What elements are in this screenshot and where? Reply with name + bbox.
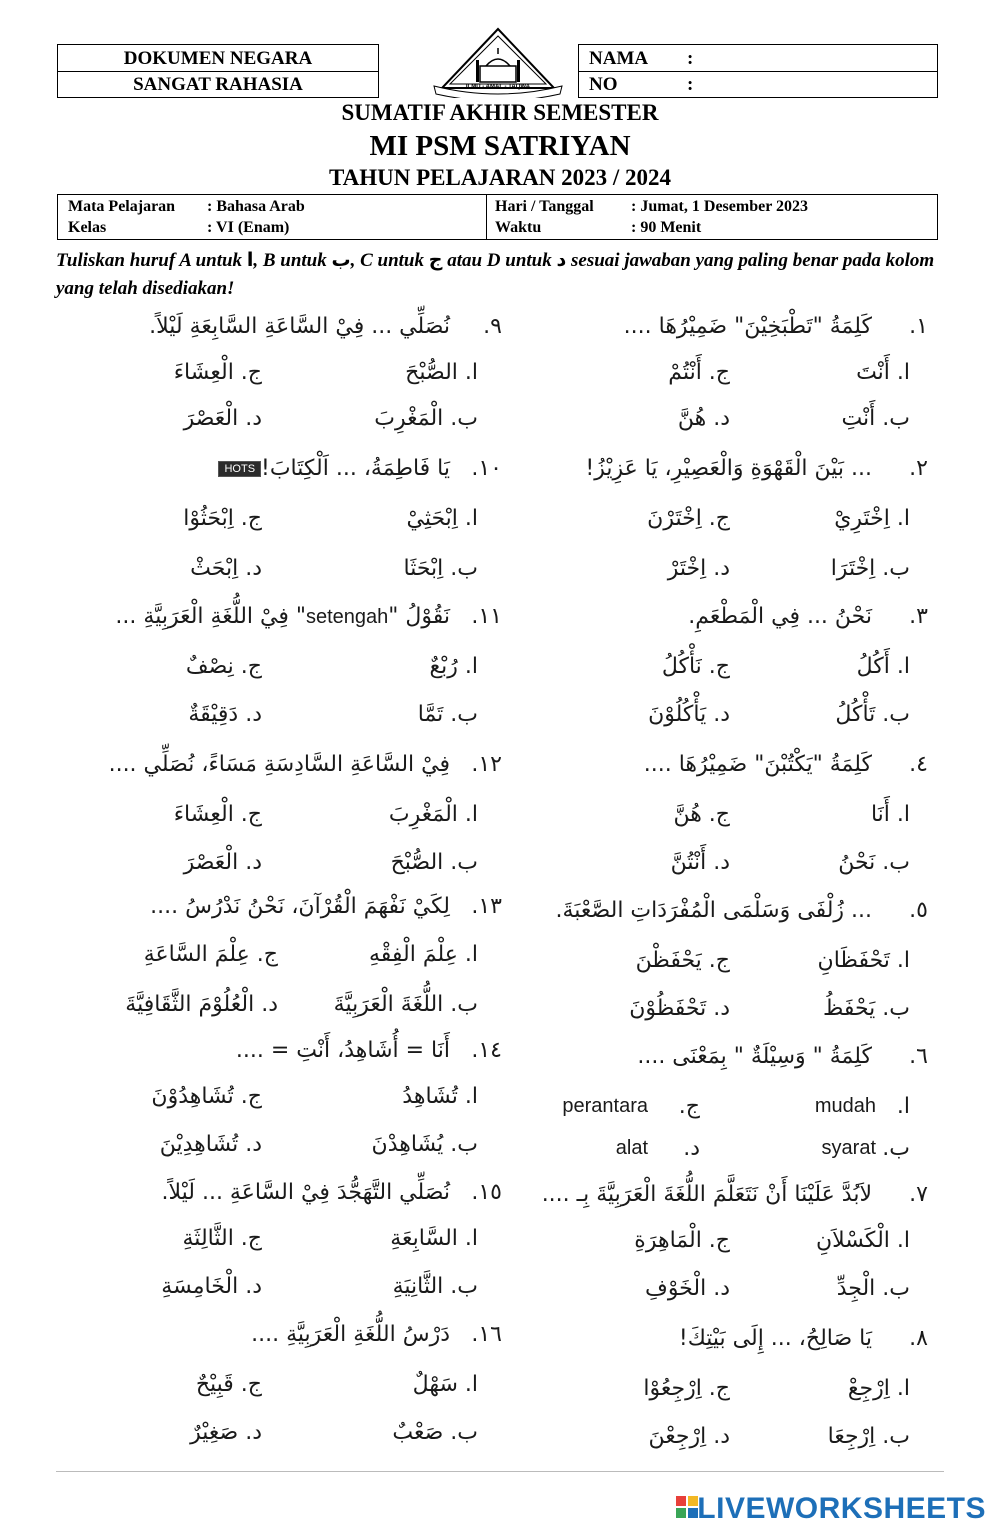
document-class-label: DOKUMEN NEGARA bbox=[123, 48, 313, 69]
option-c[interactable]: ج. الْعِشَاءَ bbox=[173, 802, 262, 827]
option-c[interactable]: ج. الْمَاهِرَةِ bbox=[634, 1228, 730, 1253]
option-d[interactable]: د. الْعَصْرَ bbox=[183, 850, 262, 875]
name-field-label: NAMA : bbox=[589, 48, 694, 69]
question-number: ١١. bbox=[471, 604, 502, 629]
liveworksheets-logo-icon bbox=[676, 1496, 698, 1518]
school-name: MI PSM SATRIYAN bbox=[369, 130, 631, 162]
letter-ba: ب bbox=[331, 249, 351, 271]
option-b[interactable]: ب. اِخْتَرَا bbox=[830, 556, 910, 581]
question-text: ... بَيْنَ الْقَهْوَةِ وَالْعَصِيْرِ، يَا عَزِيْزُ! bbox=[585, 456, 872, 481]
option-a[interactable]: ا. اِرْجِعْ bbox=[847, 1376, 910, 1401]
option-b[interactable]: ب. اللُّغَةَ الْعَرَبِيَّةَ bbox=[333, 992, 478, 1017]
question-text: يَا صَالِحُ، ... إِلَى بَيْتِكَ! bbox=[678, 1326, 872, 1351]
option-a[interactable]: ا. رُبْعٌ bbox=[429, 654, 478, 679]
hots-badge: HOTS bbox=[218, 461, 261, 477]
option-c[interactable]: ج. الثَّالِثَةِ bbox=[182, 1226, 262, 1251]
option-d[interactable]: د. اِبْحَثْ bbox=[190, 556, 262, 581]
option-a[interactable]: ا. عِلْمَ الْفِقْهِ bbox=[368, 942, 478, 967]
option-b[interactable]: ب. اِرْجِعَا bbox=[827, 1424, 910, 1449]
option-a[interactable]: ا. اِخْتَرِيْ bbox=[834, 506, 910, 531]
question-number: ٥. bbox=[909, 898, 928, 923]
question-text: لاَبُدَّ عَلَيْنَا أَنْ نَتَعَلَّمَ اللُّغَةَ الْعَرَبِيَّةَ بِـ .... bbox=[541, 1182, 872, 1207]
question-number: ١٠. bbox=[471, 456, 502, 481]
letter-jim: ج bbox=[428, 249, 443, 271]
option-a[interactable]: ا. اِبْحَثِيْ bbox=[406, 506, 478, 531]
question-text: ... زُلْفَى وَسَلْمَى الْمُفْرَدَاتِ الصَّعْبَةَ. bbox=[555, 898, 872, 923]
question-number: ٣. bbox=[909, 604, 928, 629]
question-text: كَلِمَةُ " وَسِيْلَةٌ " بِمَعْنَى .... bbox=[637, 1044, 872, 1069]
question-number: ٩. bbox=[483, 314, 502, 339]
class-value: : VI (Enam) bbox=[207, 219, 290, 236]
option-c[interactable]: ج. اِرْجِعُوْا bbox=[643, 1376, 730, 1401]
option-c[interactable]: ج. نِصْفٌ bbox=[185, 654, 262, 679]
question-number: ٧. bbox=[909, 1182, 928, 1207]
option-c[interactable]: ج. اِبْحَثُوْا bbox=[183, 506, 262, 531]
option-a[interactable]: mudah bbox=[814, 1095, 876, 1117]
option-b[interactable]: ب. صَعْبٌ bbox=[392, 1420, 478, 1445]
question-number: ٢. bbox=[909, 456, 928, 481]
question-text: نَحْنُ ... فِي الْمَطْعَمِ. bbox=[688, 604, 872, 629]
question-text: نُصَلِّي التَّهَجُّدَ فِيْ السَّاعَةِ ... لَيْلاً. bbox=[161, 1180, 450, 1205]
question-number: ٤. bbox=[909, 752, 928, 777]
question-text: كَلِمَةُ "يَكْتُبْنَ" ضَمِيْرُهَا .... bbox=[643, 752, 872, 777]
option-b[interactable]: ب. نَحْنُ bbox=[838, 850, 910, 875]
option-b[interactable]: syarat bbox=[821, 1137, 876, 1159]
question-text: يَا فَاطِمَةُ، ... اَلْكِتَابَ!HOTS bbox=[212, 456, 450, 481]
option-b[interactable]: ب. يَحْفَظُ bbox=[822, 996, 910, 1021]
option-b[interactable]: ب. الْجِدِّ bbox=[836, 1276, 910, 1301]
option-a[interactable]: ا. أَكُلُ bbox=[856, 654, 910, 679]
option-d[interactable]: د. الْعَصْرَ bbox=[183, 406, 262, 431]
footer-divider bbox=[56, 1471, 944, 1472]
subject-label: Mata Pelajaran bbox=[68, 198, 176, 215]
option-b[interactable]: ب. يُشَاهِدْنَ bbox=[371, 1132, 478, 1157]
number-field-label: NO : bbox=[589, 74, 694, 95]
option-c[interactable]: perantara bbox=[562, 1095, 648, 1117]
question-text: نَقُوْلُ "setengah" فِيْ اللُّغَةِ الْعَرَبِيَّةِ ... bbox=[115, 604, 450, 629]
question-text: لِكَيْ نَفْهَمَ الْقُرْآنَ، نَحْنُ نَدْرُسُ .... bbox=[150, 894, 450, 919]
option-c[interactable]: ج. تُشَاهِدُوْنَ bbox=[151, 1084, 262, 1109]
option-d-marker: د. bbox=[683, 1136, 700, 1161]
option-c[interactable]: ج. نَأْكُلُ bbox=[661, 654, 730, 679]
option-b[interactable]: ب. اِبْحَثَا bbox=[403, 556, 478, 581]
option-d[interactable]: د. يَأْكُلُوْنَ bbox=[648, 702, 730, 727]
question-number: ١٥. bbox=[471, 1180, 502, 1205]
day-label: Hari / Tanggal bbox=[495, 198, 594, 215]
question-number: ١٢. bbox=[471, 752, 502, 777]
question-number: ١٣. bbox=[471, 894, 502, 919]
secrecy-label: SANGAT RAHASIA bbox=[133, 74, 303, 95]
question-number: ١. bbox=[909, 314, 928, 339]
question-number: ٨. bbox=[909, 1326, 928, 1351]
logo-banner-text: ILMU - AMAL - TAQWA bbox=[465, 84, 531, 90]
option-b[interactable]: ب. تَأْكُلُ bbox=[835, 702, 910, 727]
option-b[interactable]: ب. تَمَّا bbox=[417, 702, 478, 727]
option-c[interactable]: ج. قَبِيْحٌ bbox=[195, 1372, 262, 1397]
option-c[interactable]: ج. أَنْتُمْ bbox=[668, 360, 730, 385]
class-label: Kelas bbox=[68, 219, 107, 236]
option-d[interactable]: د. الْعُلُوْمَ الثَّقَافِيَّةَ bbox=[125, 992, 278, 1017]
option-b[interactable]: ب. الثَّانِيَةِ bbox=[392, 1274, 478, 1299]
option-b-marker: ب. bbox=[882, 1136, 910, 1161]
option-a[interactable]: ا. السَّابِعَةِ bbox=[390, 1226, 478, 1251]
option-d[interactable]: د. اِخْتَرْ bbox=[667, 556, 730, 581]
header-left-box bbox=[57, 44, 379, 98]
option-b[interactable]: ب. الصُّبْحَ bbox=[390, 850, 478, 875]
option-d[interactable]: alat bbox=[615, 1137, 648, 1159]
option-a[interactable]: ا. تُشَاهِدُ bbox=[402, 1084, 478, 1109]
option-c[interactable]: ج. الْعِشَاءَ bbox=[173, 360, 262, 385]
subject-value: : Bahasa Arab bbox=[207, 198, 305, 215]
option-d[interactable]: د. تُشَاهِدِيْنَ bbox=[159, 1132, 262, 1157]
option-d[interactable]: د. اِرْجِعْنَ bbox=[648, 1424, 730, 1449]
question-latin-word: setengah bbox=[305, 606, 389, 628]
option-b[interactable]: ب. الْمَغْرِبَ bbox=[374, 406, 478, 431]
option-d[interactable]: د. أَنْتُنَّ bbox=[670, 850, 730, 875]
question-number: ١٦. bbox=[471, 1322, 502, 1347]
option-a[interactable]: ا. الصُّبْحَ bbox=[405, 360, 478, 385]
option-a-marker: ا. bbox=[896, 1094, 910, 1119]
time-label: Waktu bbox=[495, 219, 542, 236]
exam-info-table bbox=[57, 194, 938, 240]
option-b[interactable]: ب. أَنْتِ bbox=[841, 406, 910, 431]
header-right-box bbox=[578, 44, 938, 98]
academic-year: TAHUN PELAJARAN 2023 / 2024 bbox=[328, 165, 672, 190]
exam-title: SUMATIF AKHIR SEMESTER bbox=[341, 100, 659, 125]
question-text: نُصَلِّي ... فِيْ السَّاعَةِ السَّابِعَةِ لَيْلاً. bbox=[149, 314, 450, 339]
question-text: دَرْسُ اللُّغَةِ الْعَرَبِيَّةِ .... bbox=[251, 1322, 450, 1347]
question-text: فِيْ السَّاعَةِ السَّادِسَةِ مَسَاءً، نُصَلِّي .... bbox=[108, 752, 450, 777]
option-c[interactable]: ج. اِخْتَرْنَ bbox=[647, 506, 730, 531]
day-value: : Jumat, 1 Desember 2023 bbox=[631, 198, 809, 215]
option-a[interactable]: ا. الْكَسْلاَنِ bbox=[816, 1228, 910, 1253]
option-a[interactable]: ا. أَنَا bbox=[870, 802, 910, 827]
question-text: أَنَا = أُشَاهِدُ، أَنْتِ = .... bbox=[235, 1038, 450, 1063]
instruction-text: Tuliskan huruf A untuk ا, B untuk ب, C untuk ج atau D untuk د sesuai jawaban yang paling benar pada kolom yang telah disediakan! bbox=[56, 249, 935, 299]
option-a[interactable]: ا. تَحْفَظَانِ bbox=[817, 948, 910, 973]
option-a[interactable]: ا. الْمَغْرِبَ bbox=[388, 802, 478, 827]
option-a[interactable]: ا. سَهْلٌ bbox=[412, 1372, 478, 1397]
option-c[interactable]: ج. يَحْفَظْنَ bbox=[635, 948, 730, 973]
option-c[interactable]: ج. عِلْمَ السَّاعَةِ bbox=[143, 942, 278, 967]
question-text: كَلِمَةُ "تَطْبَخِيْنَ" ضَمِيْرُهَا .... bbox=[623, 314, 872, 339]
school-logo bbox=[428, 26, 568, 98]
time-value: : 90 Menit bbox=[631, 219, 702, 236]
question-number: ٦. bbox=[909, 1044, 928, 1069]
liveworksheets-brand[interactable]: LIVEWORKSHEETS bbox=[697, 1492, 986, 1525]
option-c[interactable]: ج. هُنَّ bbox=[673, 802, 730, 827]
option-d[interactable]: د. دَقِيْقَةٌ bbox=[188, 702, 262, 727]
option-d[interactable]: د. الْخَامِسَةِ bbox=[161, 1274, 262, 1299]
option-c-marker: ج. bbox=[678, 1094, 700, 1119]
letter-alif: ا bbox=[246, 249, 254, 271]
option-d[interactable]: د. تَحْفَظُوْنَ bbox=[629, 996, 730, 1021]
option-d[interactable]: د. الْخَوْفِ bbox=[645, 1276, 730, 1301]
question-number: ١٤. bbox=[471, 1038, 502, 1063]
option-d[interactable]: د. صَغِيْرٌ bbox=[190, 1420, 262, 1445]
option-a[interactable]: ا. أَنْتَ bbox=[856, 360, 910, 385]
letter-dal: د bbox=[556, 249, 567, 271]
option-d[interactable]: د. هُنَّ bbox=[677, 406, 730, 431]
